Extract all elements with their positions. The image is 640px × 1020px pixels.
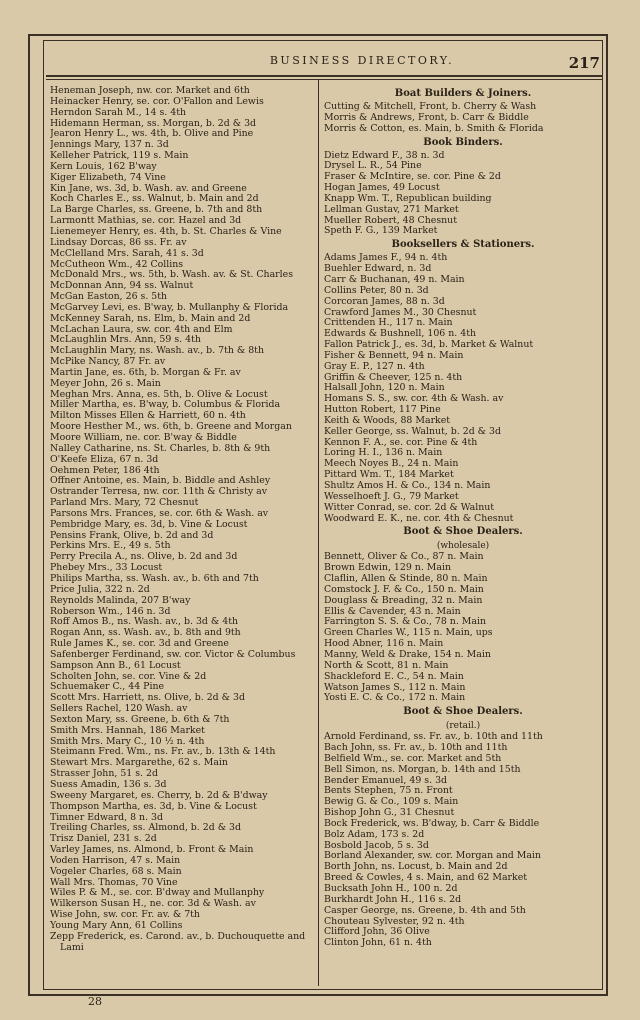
directory-entry: McDonald Mrs., ws. 5th, b. Wash. av. & St. Charles (50, 269, 294, 281)
page-number: 217 (568, 54, 600, 72)
directory-entry: McPike Nancy, 87 Fr. av (50, 356, 166, 368)
directory-entry: Bender Emanuel, 49 s. 3d (324, 774, 448, 786)
directory-entry: Casper George, ns. Greene, b. 4th and 5th (324, 904, 526, 916)
directory-entry: Corcoran James, 88 n. 3d (324, 295, 445, 307)
directory-entry: Loring H. I., 136 n. Main (324, 447, 443, 459)
directory-entry: Bosbold Jacob, 5 s. 3d (324, 839, 429, 851)
directory-entry: Wilkerson Susan H., ne. cor. 3d & Wash. av (50, 898, 256, 910)
directory-entry: Offner Antoine, es. Main, b. Biddle and Ashley (50, 475, 271, 487)
directory-entry: Timner Edward, 8 n. 3d (50, 811, 163, 823)
directory-entry: Chouteau Sylvester, 92 n. 4th (324, 915, 465, 927)
directory-entry: Reynolds Malinda, 207 B'way (50, 594, 191, 606)
directory-entry: Lienemeyer Henry, es. 4th, b. St. Charles & Vine (50, 225, 282, 237)
directory-entry: Rogan Ann, ss. Wash. av., b. 8th and 9th (50, 627, 241, 639)
section-heading: Boat Builders & Joiners. (394, 88, 532, 99)
directory-entry: Bach John, ss. Fr. av., b. 10th and 11th (324, 742, 508, 754)
directory-entry: Sweeny Margaret, es. Cherry, b. 2d & B'dway (50, 789, 268, 801)
directory-entry: Jennings Mary, 137 n. 3d (50, 139, 169, 151)
directory-entry: Keith & Woods, 88 Market (324, 414, 451, 426)
directory-entry: Oehmen Peter, 186 4th (50, 464, 160, 476)
directory-entry: Sexton Mary, ss. Greene, b. 6th & 7th (50, 713, 230, 725)
directory-entry: Lellman Gustav, 271 Market (324, 203, 459, 215)
directory-entry: Claflin, Allen & Stinde, 80 n. Main (324, 573, 488, 585)
directory-entry: Borth John, ns. Locust, b. Main and 2d (324, 861, 508, 873)
directory-entry: Lami (60, 941, 84, 953)
directory-entry: Green Charles W., 115 n. Main, ups (324, 627, 493, 639)
directory-entry: Meyer John, 26 s. Main (50, 377, 161, 389)
directory-entry: Hood Abner, 116 n. Main (324, 638, 444, 650)
directory-entry: Thompson Martha, es. 3d, b. Vine & Locust (50, 800, 257, 812)
directory-entry: Steimann Fred. Wm., ns. Fr. av., b. 13th & 14th (50, 746, 276, 758)
directory-entry: Jearon Henry L., ws. 4th, b. Olive and Pine (50, 128, 254, 140)
directory-entry: Koch Charles E., ss. Walnut, b. Main and 2d (50, 193, 259, 205)
directory-entry: Speth F. G., 139 Market (324, 225, 438, 237)
directory-entry: Woodward E. K., ne. cor. 4th & Chesnut (324, 512, 514, 524)
directory-entry: Brown Edwin, 129 n. Main (324, 562, 452, 574)
directory-entry: Schuemaker C., 44 Pine (50, 681, 165, 693)
directory-entry: Collins Peter, 80 n. 3d (324, 284, 429, 296)
directory-entry: Scott Mrs. Harriett, ns. Olive, b. 2d & 3d (50, 692, 245, 704)
directory-entry: Bewig G. & Co., 109 s. Main (324, 796, 459, 808)
directory-entry: McGarvey Levi, es. B'way, b. Mullanphy & Florida (50, 301, 289, 313)
directory-entry: La Barge Charles, ss. Greene, b. 7th and 8th (50, 204, 263, 216)
directory-entry: Moore Hesther M., ws. 6th, b. Greene and Morgan (50, 421, 292, 433)
directory-entry: Cutting & Mitchell, Front, b. Cherry & Wash (324, 101, 537, 112)
directory-entry: Bents Stephen, 75 n. Front (324, 785, 453, 797)
directory-entry: McClelland Mrs. Sarah, 41 s. 3d (50, 247, 204, 259)
section-heading: Booksellers & Stationers. (391, 239, 535, 251)
directory-entry: Perkins Mrs. E., 49 s. 5th (50, 540, 171, 552)
directory-entry: Borland Alexander, sw. cor. Morgan and Main (324, 850, 541, 862)
directory-entry: McGan Easton, 26 s. 5th (50, 291, 168, 303)
directory-entry: Farrington S. S. & Co., 78 n. Main (324, 616, 487, 628)
directory-entry: Clinton John, 61 n. 4th (324, 937, 432, 949)
section-subheading: (wholesale) (436, 541, 490, 552)
directory-entry: Shackleford E. C., 54 n. Main (324, 670, 464, 682)
directory-entry: Dietz Edward F., 38 n. 3d (324, 149, 445, 161)
header-rule-thin (46, 79, 602, 80)
directory-entry: Heneman Joseph, nw. cor. Market and 6th (50, 86, 250, 96)
directory-entry: Meech Noyes B., 24 n. Main (324, 458, 459, 470)
directory-entry: Yosti E. C. & Co., 172 n. Main (324, 692, 466, 704)
directory-entry: Buehler Edward, n. 3d (324, 263, 432, 275)
directory-entry: Martin Jane, es. 6th, b. Morgan & Fr. av (50, 366, 241, 378)
directory-entry: Edwards & Bushnell, 106 n. 4th (324, 328, 477, 340)
directory-entry: Herndon Sarah M., 14 s. 4th (50, 106, 186, 118)
directory-entry: Parland Mrs. Mary, 72 Chesnut (50, 497, 199, 509)
directory-entry: Breed & Cowles, 4 s. Main, and 62 Market (324, 872, 528, 884)
directory-entry: Hidemann Herman, ss. Morgan, b. 2d & 3d (50, 117, 257, 129)
header-rule (46, 75, 602, 77)
right-column (324, 86, 602, 949)
directory-entry: Smith Mrs. Hannah, 186 Market (50, 724, 205, 736)
directory-entry: Fraser & McIntire, se. cor. Pine & 2d (324, 171, 501, 183)
directory-entry: Douglass & Breading, 32 n. Main (324, 594, 483, 606)
directory-entry: Bennett, Oliver & Co., 87 n. Main (324, 551, 484, 563)
directory-entry: Bishop John G., 31 Chesnut (324, 807, 455, 819)
running-header: BUSINESS DIRECTORY. (269, 54, 455, 67)
directory-entry: Fisher & Bennett, 94 n. Main (324, 349, 464, 361)
directory-entry: Comstock J. F. & Co., 150 n. Main (324, 583, 484, 595)
directory-entry: Safenberger Ferdinand, sw. cor. Victor & Columbus (50, 648, 296, 660)
directory-entry: Wall Mrs. Thomas, 70 Vine (50, 876, 178, 888)
directory-entry: Wiles P. & M., se. cor. B'dway and Mullanphy (50, 887, 265, 899)
directory-entry: Roff Amos B., ns. Wash. av., b. 3d & 4th (50, 616, 239, 628)
directory-entry: Carr & Buchanan, 49 n. Main (324, 273, 465, 285)
directory-entry: Ellis & Cavender, 43 n. Main (324, 605, 461, 617)
directory-entry: Knapp Wm. T., Republican building (324, 192, 492, 204)
directory-entry: Hutton Robert, 117 Pine (324, 404, 441, 416)
directory-entry: Perry Precila A., ns. Olive, b. 2d and 3d (50, 551, 238, 563)
directory-entry: McLachan Laura, sw. cor. 4th and Elm (50, 323, 233, 335)
directory-entry: Miller Martha, es. B'way, b. Columbus & Florida (50, 399, 281, 411)
directory-entry: Rule James K., se. cor. 3d and Greene (50, 638, 229, 650)
directory-entry: Adams James F., 94 n. 4th (324, 252, 448, 264)
directory-entry: Griffin & Cheever, 125 n. 4th (324, 371, 463, 383)
directory-entry: Crittenden H., 117 n. Main (324, 317, 453, 329)
directory-entry: Keller George, ss. Walnut, b. 2d & 3d (324, 425, 501, 437)
directory-entry: McLaughlin Mrs. Ann, 59 s. 4th (50, 334, 201, 346)
directory-entry: Gray E. P., 127 n. 4th (324, 360, 425, 372)
directory-entry: Voden Harrison, 47 s. Main (50, 854, 181, 866)
directory-entry: Mueller Robert, 48 Chesnut (324, 214, 457, 226)
directory-entry: Bucksath John H., 100 n. 2d (324, 883, 458, 894)
directory-entry: Manny, Weld & Drake, 154 n. Main (324, 648, 491, 660)
directory-entry: Sellers Rachel, 120 Wash. av (50, 703, 188, 715)
directory-entry: Philips Martha, ss. Wash. av., b. 6th and 7th (50, 572, 259, 584)
directory-entry: Bolz Adam, 173 s. 2d (324, 828, 425, 840)
section-heading: Boot & Shoe Dealers. (403, 706, 523, 718)
directory-entry: Watson James S., 112 n. Main (324, 681, 466, 693)
directory-entry: Ostrander Terresa, nw. cor. 11th & Christy av (50, 486, 268, 498)
directory-entry: Scholten John, se. cor. Vine & 2d (50, 670, 207, 682)
directory-entry: Hogan James, 49 Locust (324, 182, 440, 194)
directory-entry: Kiger Elizabeth, 74 Vine (50, 171, 166, 183)
directory-entry: Pembridge Mary, es. 3d, b. Vine & Locust (50, 518, 248, 530)
directory-entry: Strasser John, 51 s. 2d (50, 768, 158, 780)
directory-entry: Treiling Charles, ss. Almond, b. 2d & 3d (50, 822, 241, 834)
directory-entry: McDonnan Ann, 94 ss. Walnut (50, 280, 194, 292)
directory-entry: Vogeler Charles, 68 s. Main (50, 865, 182, 877)
directory-entry: Morris & Cotton, es. Main, b. Smith & Florida (324, 122, 544, 134)
directory-entry: Bell Simon, ns. Morgan, b. 14th and 15th (324, 763, 521, 775)
directory-entry: Parsons Mrs. Frances, se. cor. 6th & Wash. av (50, 507, 269, 519)
directory-entry: Pittard Wm. T., 184 Market (324, 469, 454, 481)
directory-entry: Fallon Patrick J., es. 3d, b. Market & Walnut (324, 339, 534, 351)
column-divider (318, 80, 319, 986)
directory-entry: Price Julia, 322 n. 2d (50, 583, 150, 595)
directory-entry: Arnold Ferdinand, ss. Fr. av., b. 10th and 11th (324, 731, 543, 743)
directory-entry: Phebey Mrs., 33 Locust (50, 562, 163, 574)
directory-entry: Shultz Amos H. & Co., 134 n. Main (324, 480, 491, 491)
directory-entry: Sampson Ann B., 61 Locust (50, 659, 181, 671)
directory-entry: Pensins Frank, Olive, b. 2d and 3d (50, 529, 214, 541)
directory-entry: Homans S. S., sw. cor. 4th & Wash. av (324, 393, 504, 405)
directory-entry: Witter Conrad, se. cor. 2d & Walnut (324, 501, 495, 513)
directory-entry: McCutheon Wm., 42 Collins (50, 258, 184, 270)
directory-entry: Roberson Wm., 146 n. 3d (50, 605, 171, 617)
directory-entry: Morris & Andrews, Front, b. Carr & Biddle (324, 111, 529, 123)
directory-entry: McKenney Sarah, ns. Elm, b. Main and 2d (50, 312, 251, 324)
directory-entry: Clifford John, 36 Olive (324, 926, 430, 938)
directory-entry: Drysel L. R., 54 Pine (324, 160, 422, 172)
directory-entry: Kin Jane, ws. 3d, b. Wash. av. and Greene (50, 182, 247, 194)
directory-entry: Heinacker Henry, se. cor. O'Fallon and Lewis (50, 95, 264, 107)
section-subheading: (retail.) (445, 721, 481, 732)
section-heading: Book Binders. (423, 136, 503, 148)
directory-entry: Milton Misses Ellen & Harriett, 60 n. 4th (50, 410, 246, 422)
directory-entry: Moore William, ne. cor. B'way & Biddle (50, 432, 237, 443)
directory-entry: Burkhardt John H., 116 s. 2d (324, 893, 462, 905)
directory-entry: Crawford James M., 30 Chesnut (324, 306, 477, 318)
directory-entry: Zepp Frederick, es. Carond. av., b. Duchouquette and (50, 930, 306, 942)
directory-entry: Larmontt Mathias, se. cor. Hazel and 3d (50, 215, 242, 227)
directory-entry: McLaughlin Mary, ns. Wash. av., b. 7th & 8th (50, 345, 264, 357)
directory-entry: Halsall John, 120 n. Main (324, 382, 445, 394)
directory-entry: Suess Amadin, 136 s. 3d (50, 779, 167, 790)
signature-mark: 28 (88, 995, 102, 1008)
directory-entry: Meghan Mrs. Anna, es. 5th, b. Olive & Locust (50, 388, 268, 400)
directory-entry: Kennon F. A., se. cor. Pine & 4th (324, 436, 478, 448)
directory-entry: Varley James, ns. Almond, b. Front & Main (50, 844, 254, 856)
directory-entry: Nalley Catharine, ns. St. Charles, b. 8th & 9th (50, 442, 271, 454)
left-column (50, 86, 314, 954)
directory-entry: Young Mary Ann, 61 Collins (50, 919, 183, 931)
directory-entry: Lindsay Dorcas, 86 ss. Fr. av (50, 236, 187, 248)
directory-entry: Kern Louis, 162 B'way (50, 160, 157, 172)
section-heading: Boot & Shoe Dealers. (403, 526, 523, 538)
directory-entry: Bock Frederick, ws. B'dway, b. Carr & Biddle (324, 817, 540, 829)
directory-entry: O'Keefe Eliza, 67 n. 3d (50, 453, 159, 465)
directory-entry: Belfield Wm., se. cor. Market and 5th (324, 752, 502, 764)
directory-entry: Wise John, sw. cor. Fr. av. & 7th (50, 909, 200, 921)
directory-entry: Trisz Daniel, 231 s. 2d (50, 833, 157, 845)
directory-entry: Smith Mrs. Mary C., 10 ½ n. 4th (50, 735, 205, 747)
directory-entry: North & Scott, 81 n. Main (324, 659, 449, 671)
directory-entry: Kelleher Patrick, 119 s. Main (50, 150, 189, 162)
directory-entry: Wesselhoeft J. G., 79 Market (324, 490, 459, 502)
directory-entry: Stewart Mrs. Margarethe, 62 s. Main (50, 757, 228, 769)
